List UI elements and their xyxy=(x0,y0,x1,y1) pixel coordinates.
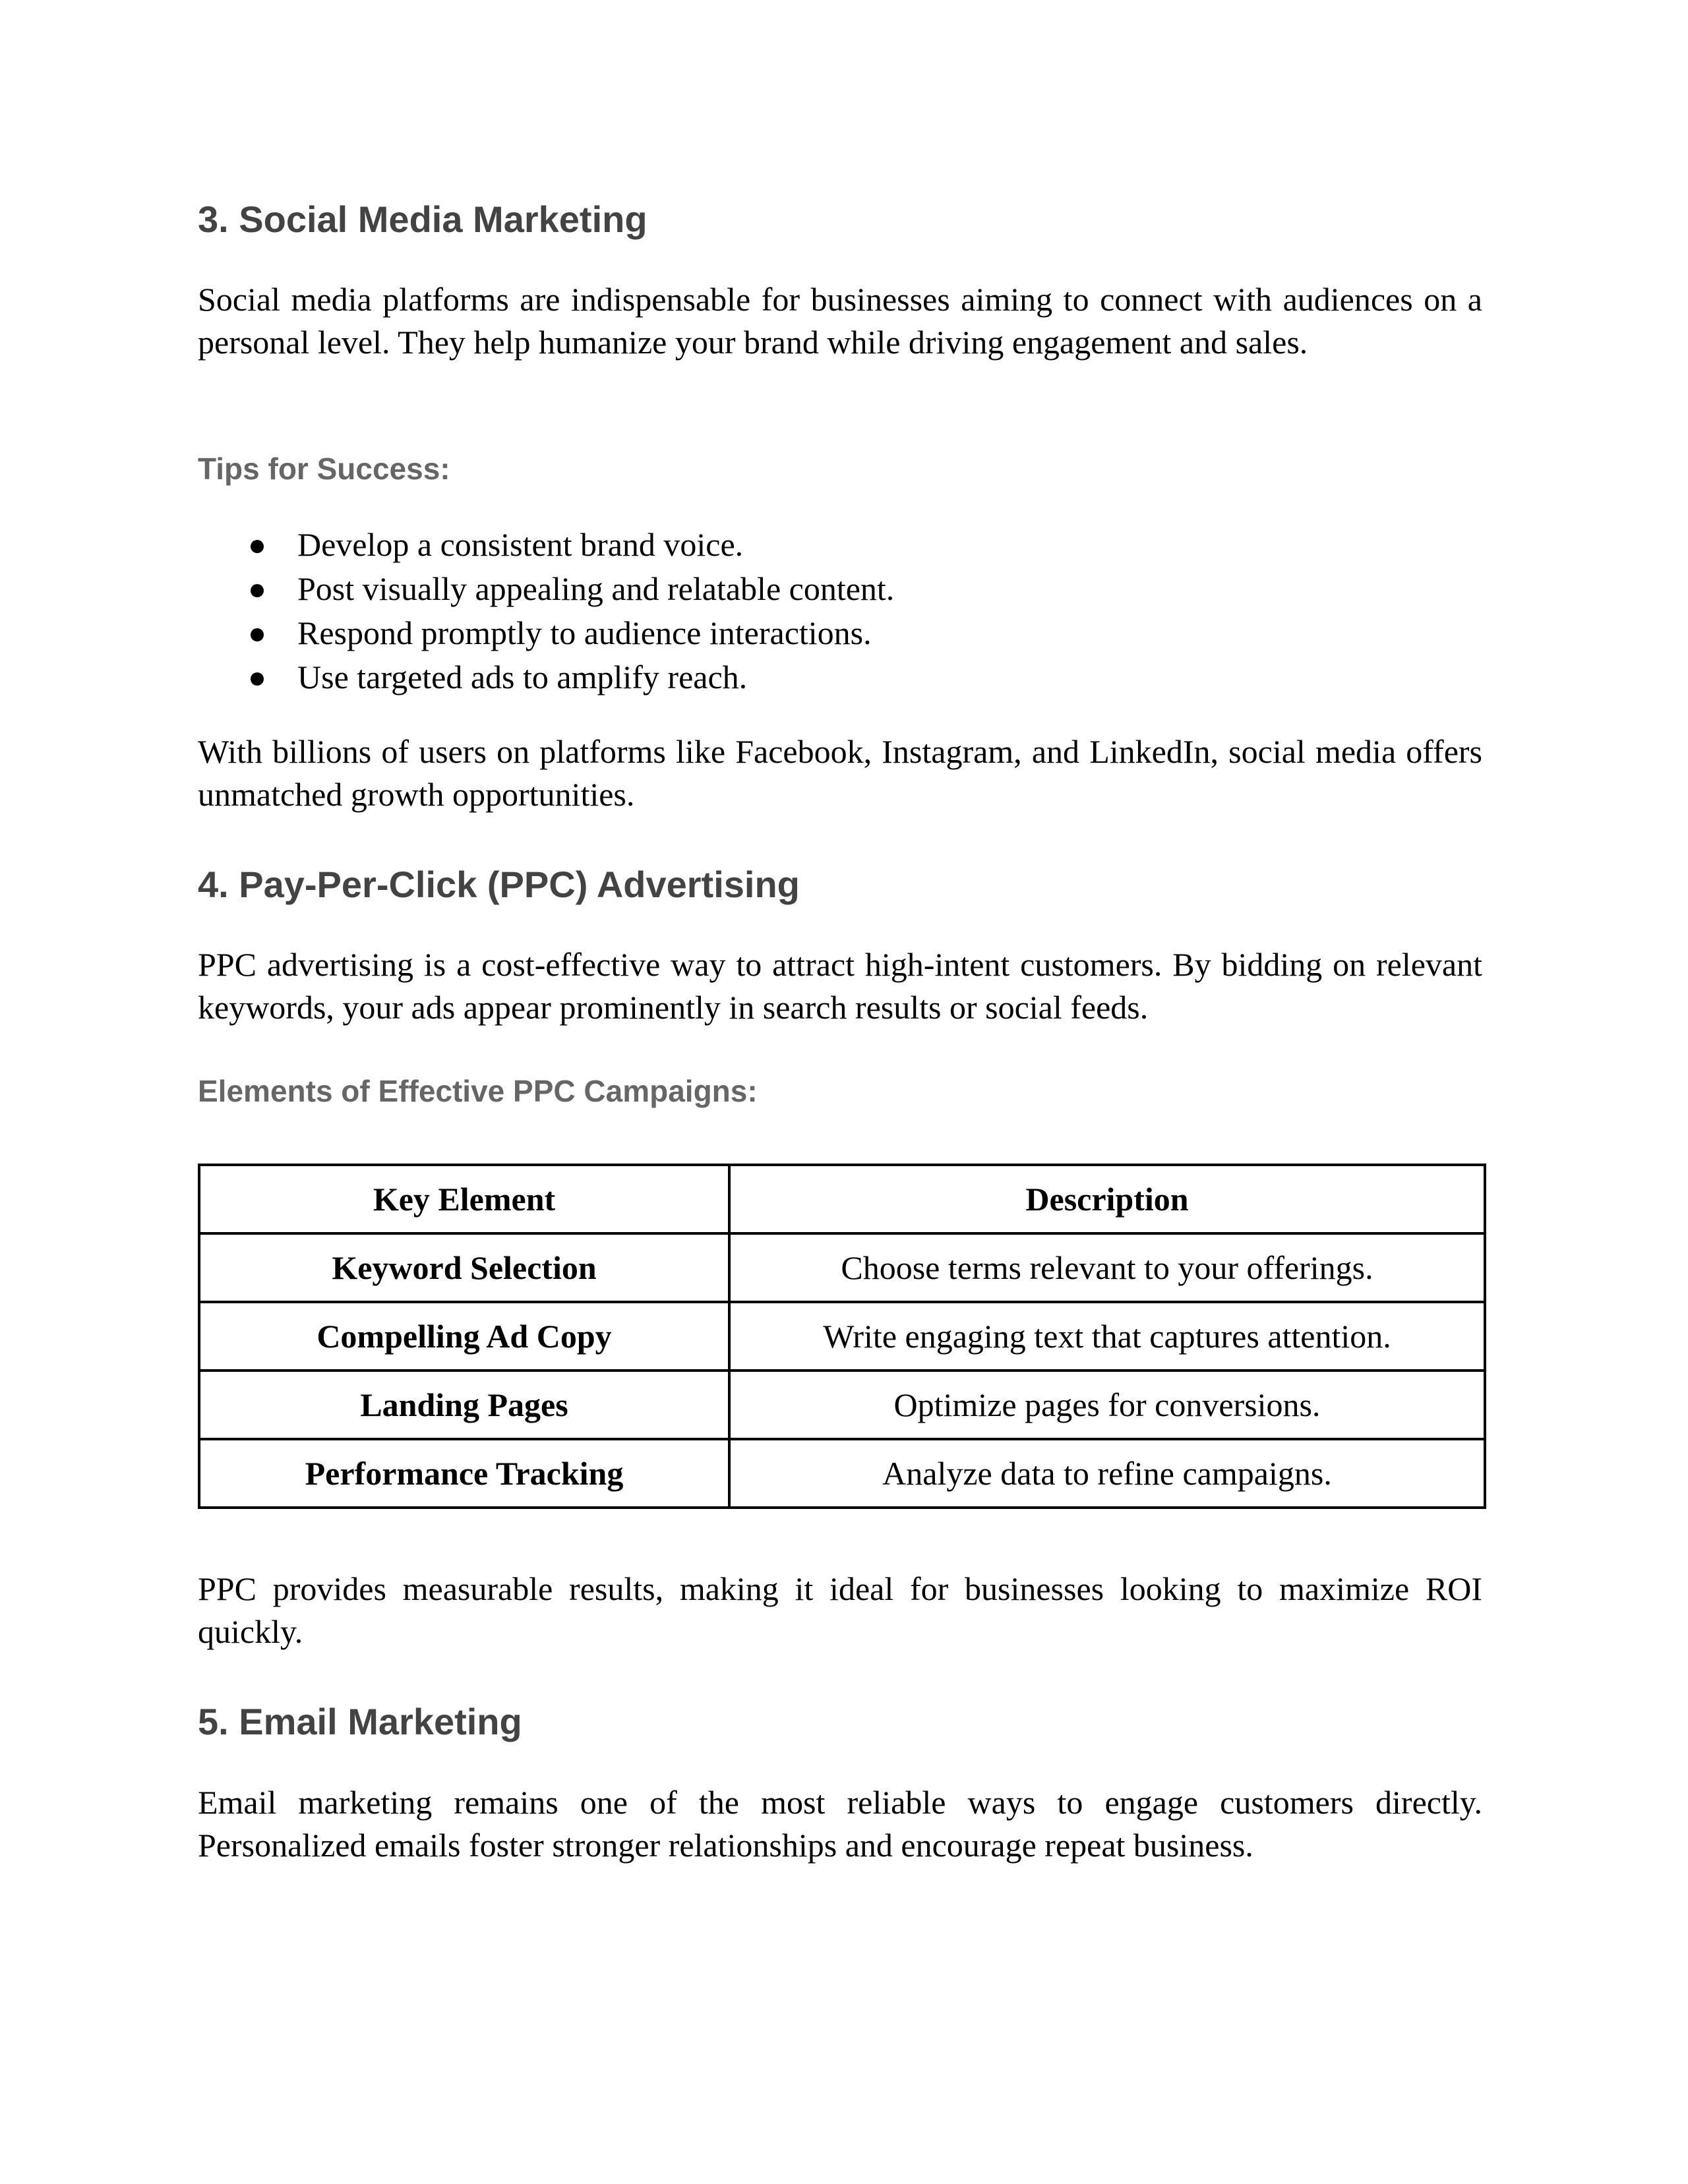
tips-list xyxy=(198,523,1482,699)
section-heading-email: 5. Email Marketing xyxy=(198,1701,522,1742)
table-row xyxy=(199,1302,1485,1371)
table-cell-key: Compelling Ad Copy xyxy=(199,1302,729,1371)
social-media-intro-paragraph: Social media platforms are indispensable for businesses aiming to connect with audiences on a personal level. They help humanize your brand while driving engagement and sales. xyxy=(198,281,1482,361)
tips-for-success-heading: Tips for Success: xyxy=(198,452,450,486)
table-row xyxy=(199,1439,1485,1508)
table-header-description: Description xyxy=(729,1165,1485,1233)
table-cell-description: Analyze data to refine campaigns. xyxy=(729,1439,1485,1508)
table-row xyxy=(199,1233,1485,1302)
ppc-closing-paragraph: PPC provides measurable results, making it ideal for businesses looking to maximize ROI quickly. xyxy=(198,1570,1482,1650)
table-cell-description: Optimize pages for conversions. xyxy=(729,1371,1485,1439)
list-item xyxy=(198,655,1482,699)
section-heading-ppc: 4. Pay-Per-Click (PPC) Advertising xyxy=(198,864,800,905)
tip-text: Use targeted ads to amplify reach. xyxy=(297,659,748,695)
bullet-icon xyxy=(251,628,264,641)
table-cell-key: Landing Pages xyxy=(199,1371,729,1439)
list-item xyxy=(198,523,1482,567)
list-item xyxy=(198,567,1482,611)
ppc-intro-paragraph: PPC advertising is a cost-effective way to attract high-intent customers. By bidding on relevant keywords, your ads appear prominently in search results or social feeds. xyxy=(198,946,1482,1026)
list-item xyxy=(198,611,1482,655)
tip-text: Develop a consistent brand voice. xyxy=(297,526,744,563)
table-header-key-element: Key Element xyxy=(199,1165,729,1233)
email-intro-paragraph: Email marketing remains one of the most reliable ways to engage customers directly. Personalized emails foster stronger relationships and encourage repeat business. xyxy=(198,1784,1482,1864)
bullet-icon xyxy=(251,584,264,597)
bullet-icon xyxy=(251,540,264,553)
bullet-icon xyxy=(251,672,264,686)
table-cell-description: Write engaging text that captures attention. xyxy=(729,1302,1485,1371)
social-media-closing-paragraph: With billions of users on platforms like Facebook, Instagram, and LinkedIn, social media offers unmatched growth opportunities. xyxy=(198,733,1482,813)
table-header-row xyxy=(199,1165,1485,1233)
table-cell-key: Keyword Selection xyxy=(199,1233,729,1302)
ppc-elements-table xyxy=(198,1164,1486,1509)
ppc-elements-heading: Elements of Effective PPC Campaigns: xyxy=(198,1074,758,1108)
table-row xyxy=(199,1371,1485,1439)
section-heading-social-media: 3. Social Media Marketing xyxy=(198,198,648,240)
table-cell-description: Choose terms relevant to your offerings. xyxy=(729,1233,1485,1302)
tip-text: Post visually appealing and relatable content. xyxy=(297,570,895,607)
table-cell-key: Performance Tracking xyxy=(199,1439,729,1508)
tip-text: Respond promptly to audience interactions. xyxy=(297,614,872,651)
